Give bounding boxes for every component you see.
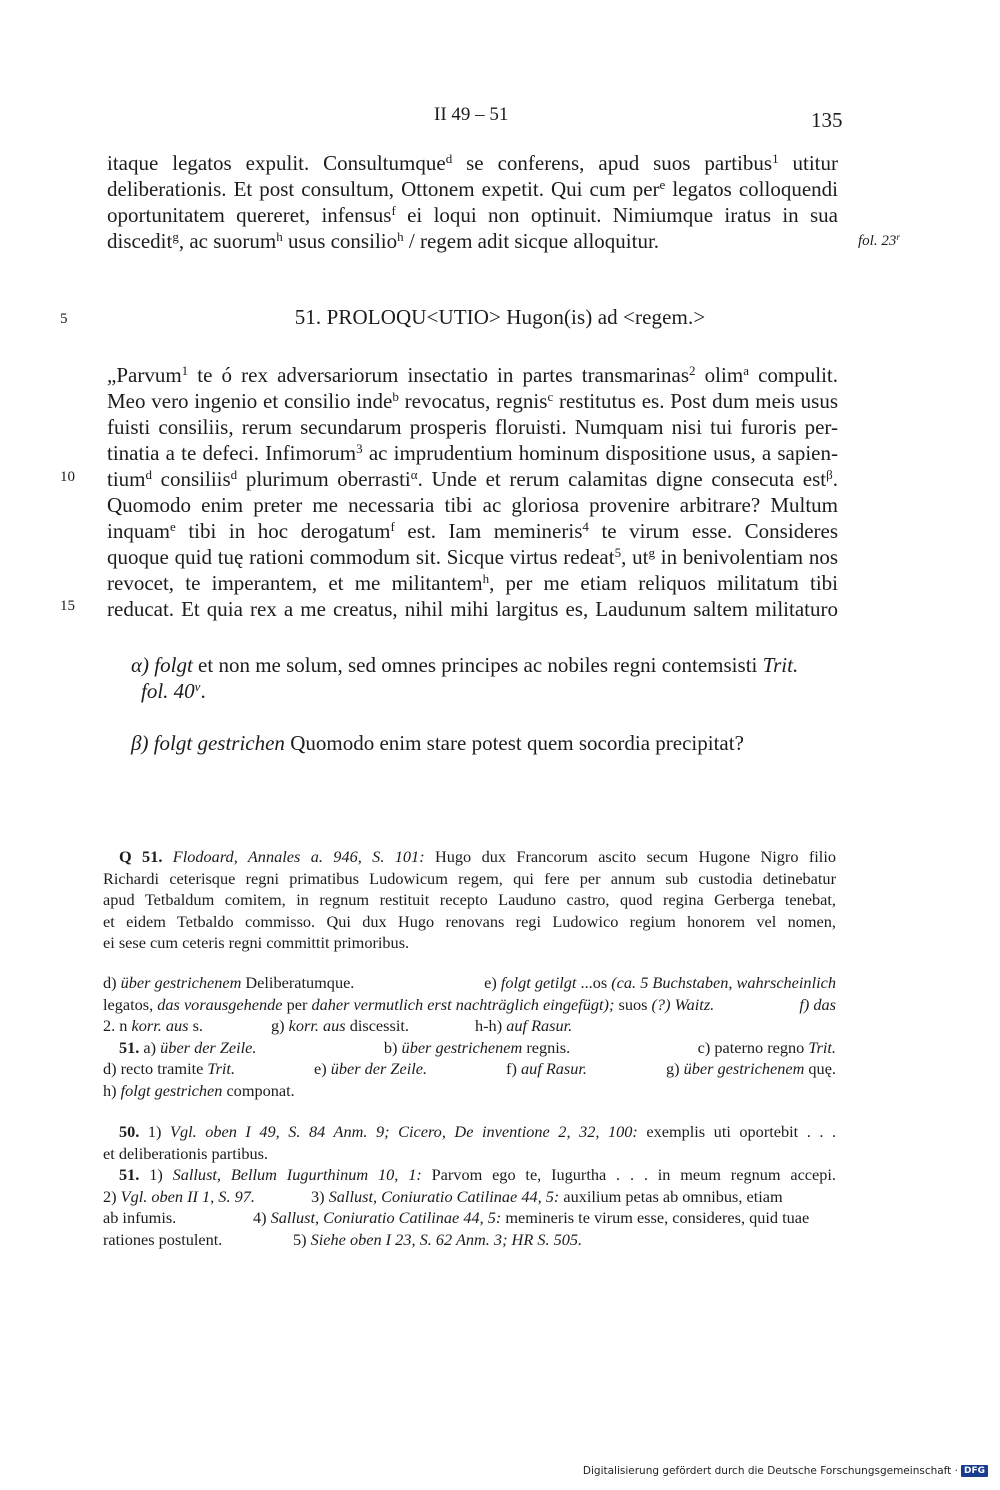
apparatus-notes: d) über gestrichenem Deliberatumque. e) folgt getilgt ...os (ca. 5 Buchstaben, wahrscheinlich legatos, das vorausgehende per daher vermutlich erst nachträglich eingefügt); suos (?) Waitz. f) das 2. n korr. aus s. g) korr. aus discessit. h-h) auf Rasur. 51. a) über der Zeile. b) über gestrichenem regnis. c) paterno regno Trit. d) recto tramite Trit. e) über der Zeile. f) auf Rasur. g) über gestrichenem quę. h) folgt gestrichen componat. xyxy=(103,973,836,1100)
chapter-51-title: 51. PROLOQU<UTIO> Hugon(is) ad <regem.> xyxy=(294,305,706,329)
line-number-5: 5 xyxy=(60,311,68,327)
critical-note-beta: β) folgt gestrichen Quomodo enim stare potest quem socordia precipitat? xyxy=(131,731,744,755)
line-number-15: 15 xyxy=(60,598,75,614)
dfg-logo: DFG xyxy=(961,1465,988,1477)
source-footnotes: 50. 1) Vgl. oben I 49, S. 84 Anm. 9; Cicero, De inventione 2, 32, 100: exemplis uti oportebit . . . et deliberationis partibus. 51. 1) Sallust, Bellum Iugurthinum 10, 1: Parvom ego te, Iugurtha . . . in meum regnum accepi. 2) Vgl. oben II 1, S. 97. 3) Sallust, Coniuratio Catilinae 44, 5: auxilium petas ab omnibus, etiam ab infumis. 4) Sallust, Coniuratio Catilinae 44, 5: memineris te virum esse, consideres, quid tuae rationes postulent. 5) Siehe oben I 23, S. 62 Anm. 3; HR S. 505. xyxy=(103,1122,837,1249)
page-number: 135 xyxy=(811,108,843,132)
digitization-credit: Digitalisierung gefördert durch die Deutsche Forschungsgemeinschaft · DFG xyxy=(583,1465,988,1477)
chapter-51-text: „Parvum$^1$ te ó rex adversariorum insectatio in partes transmarinas$^2$ olim$^a$ compulit. Meo vero ingenio et consilio inde$^b$ revocatus, regnis$^c$ restitutus es. Post dum meis usus fuisti consiliis, rerum secundarum prosperis floruisti. Numquam nisi tui furoris per- tinatia a te defeci. Infimorum$^3$ ac imprudentium hominum dispositione usus, a sapien- tium$^d$ consiliis$^d$ plurimum oberrasti$^\alpha$. Unde et rerum calamitas digne consecuta est$^\beta$. Quomodo enim preter me necessaria tibi ac gloriosa provenire arbitrare? Multum inquam$^e$ tibi in hoc derogatum$^f$ est. Iam memineris$^4$ te virum esse. Consideres quoque quid tuę rationi commodum sit. Sicque virtus redeat$^5$, $ut^g$ in benivolentiam nos revocet, te imperantem, et me militantem$^h$, per me etiam reliquos militatum tibi reducat. Et quia rex a me creatus, nihil mihi largitus es, Laudunum saltem militaturo xyxy=(107,362,838,621)
chapter-50-ending: itaque legatos expulit. Consultumque$^d$ se conferens, apud suos partibus$^1$ utitur deliberationis. Et post consultum, Ottonem expetit. Qui cum per$^e$ legatos colloquendi oportunitatem quereret, infensus$^f$ ei loqui non optinuit. Nimiumque iratus in sua discedit$^g$, ac suorum$^h$ usus consilio$^h$ / regem adit sicque alloquitur. xyxy=(107,150,839,253)
line-number-10: 10 xyxy=(60,469,75,485)
folio-marginal-note: fol. 23$^r$ xyxy=(858,232,900,249)
running-header: II 49 – 51 xyxy=(434,104,509,125)
source-note-q51: Q 51. Flodoard, Annales a. 946, S. 101: Hugo dux Francorum ascito secum Hugone Nigro filio Richardi ceterisque regni primatibus Ludowicum regem, qui fere per annum sub custodia detinebatur apud Tetbaldum comitem, in regnum restituit recepto Lauduno castro, quod regina Gerberga tenebat, et eidem Tetbaldo commisso. Qui dux Hugo renovans regi Ludowico regium honorem vel nomen, ei sese cum ceteris regni committit primoribus. xyxy=(103,847,836,952)
critical-note-alpha: α) folgt et non me solum, sed omnes principes ac nobiles regni contemsisti Trit. fol. 40$^v$. xyxy=(131,653,799,703)
